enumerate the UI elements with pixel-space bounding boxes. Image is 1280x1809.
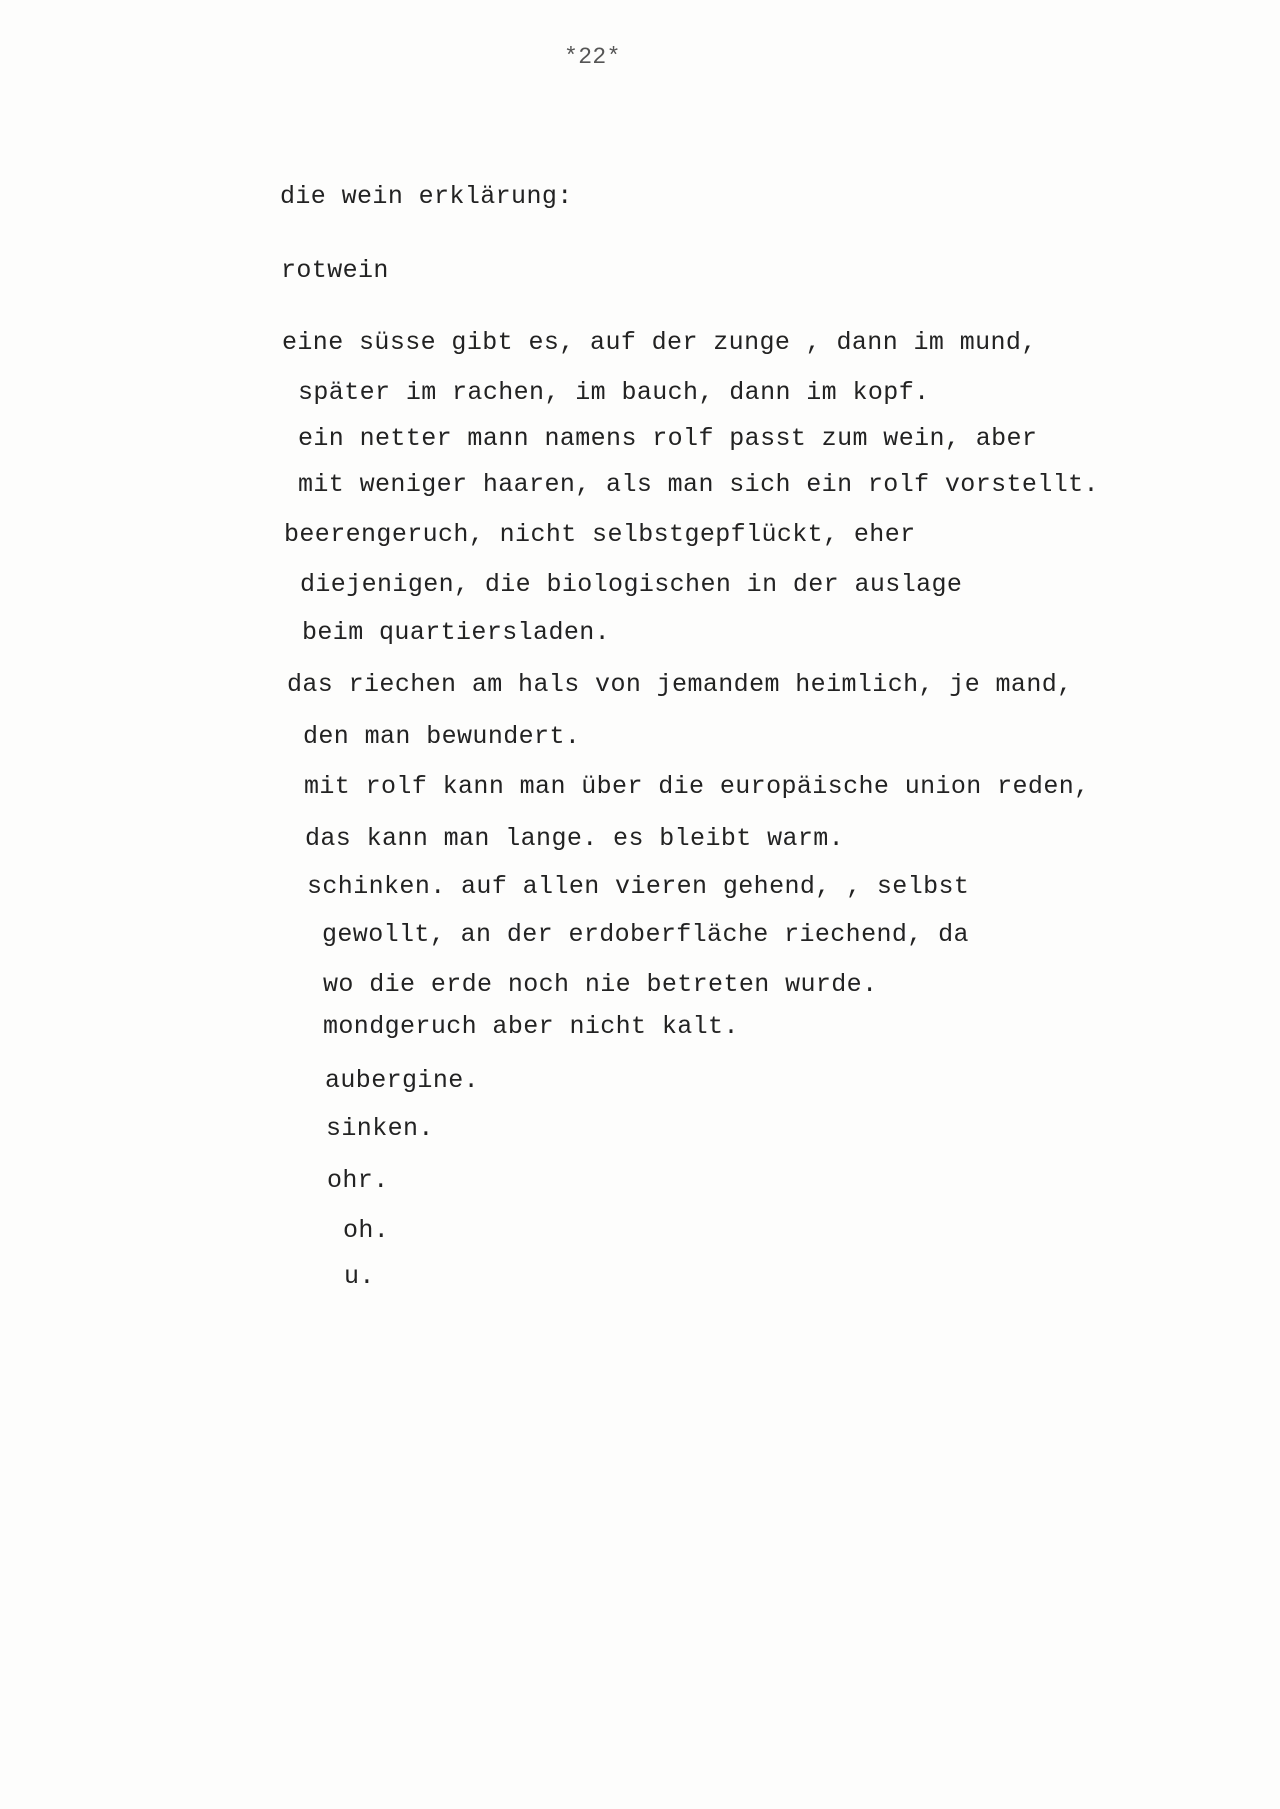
text-line: beim quartiersladen. [302,618,611,647]
text-line: später im rachen, im bauch, dann im kopf. [298,378,930,407]
text-line: schinken. auf allen vieren gehend, , selbst [307,872,970,901]
text-line: das riechen am hals von jemandem heimlich, je mand, [287,670,1073,699]
text-line: den man bewundert. [303,722,581,751]
text-line: wo die erde noch nie betreten wurde. [323,970,878,999]
text-line: oh. [343,1216,390,1245]
text-line: ohr. [327,1166,389,1195]
text-line: aubergine. [325,1066,480,1095]
heading: die wein erklärung: [280,182,573,211]
text-line: eine süsse gibt es, auf der zunge , dann im mund, [282,328,1037,357]
text-line: das kann man lange. es bleibt warm. [305,824,845,853]
text-line: diejenigen, die biologischen in der auslage [300,570,963,599]
section-title: rotwein [281,256,389,285]
text-line: beerengeruch, nicht selbstgepflückt, eher [284,520,916,549]
text-line: ein netter mann namens rolf passt zum wein, aber [298,424,1038,453]
text-line: sinken. [326,1114,434,1143]
text-line: mit rolf kann man über die europäische union reden, [304,772,1090,801]
text-line: mit weniger haaren, als man sich ein rolf vorstellt. [298,470,1099,499]
text-line: mondgeruch aber nicht kalt. [323,1012,739,1041]
text-line: u. [344,1262,375,1291]
text-line: gewollt, an der erdoberfläche riechend, da [322,920,969,949]
page-number: *22* [564,44,621,70]
